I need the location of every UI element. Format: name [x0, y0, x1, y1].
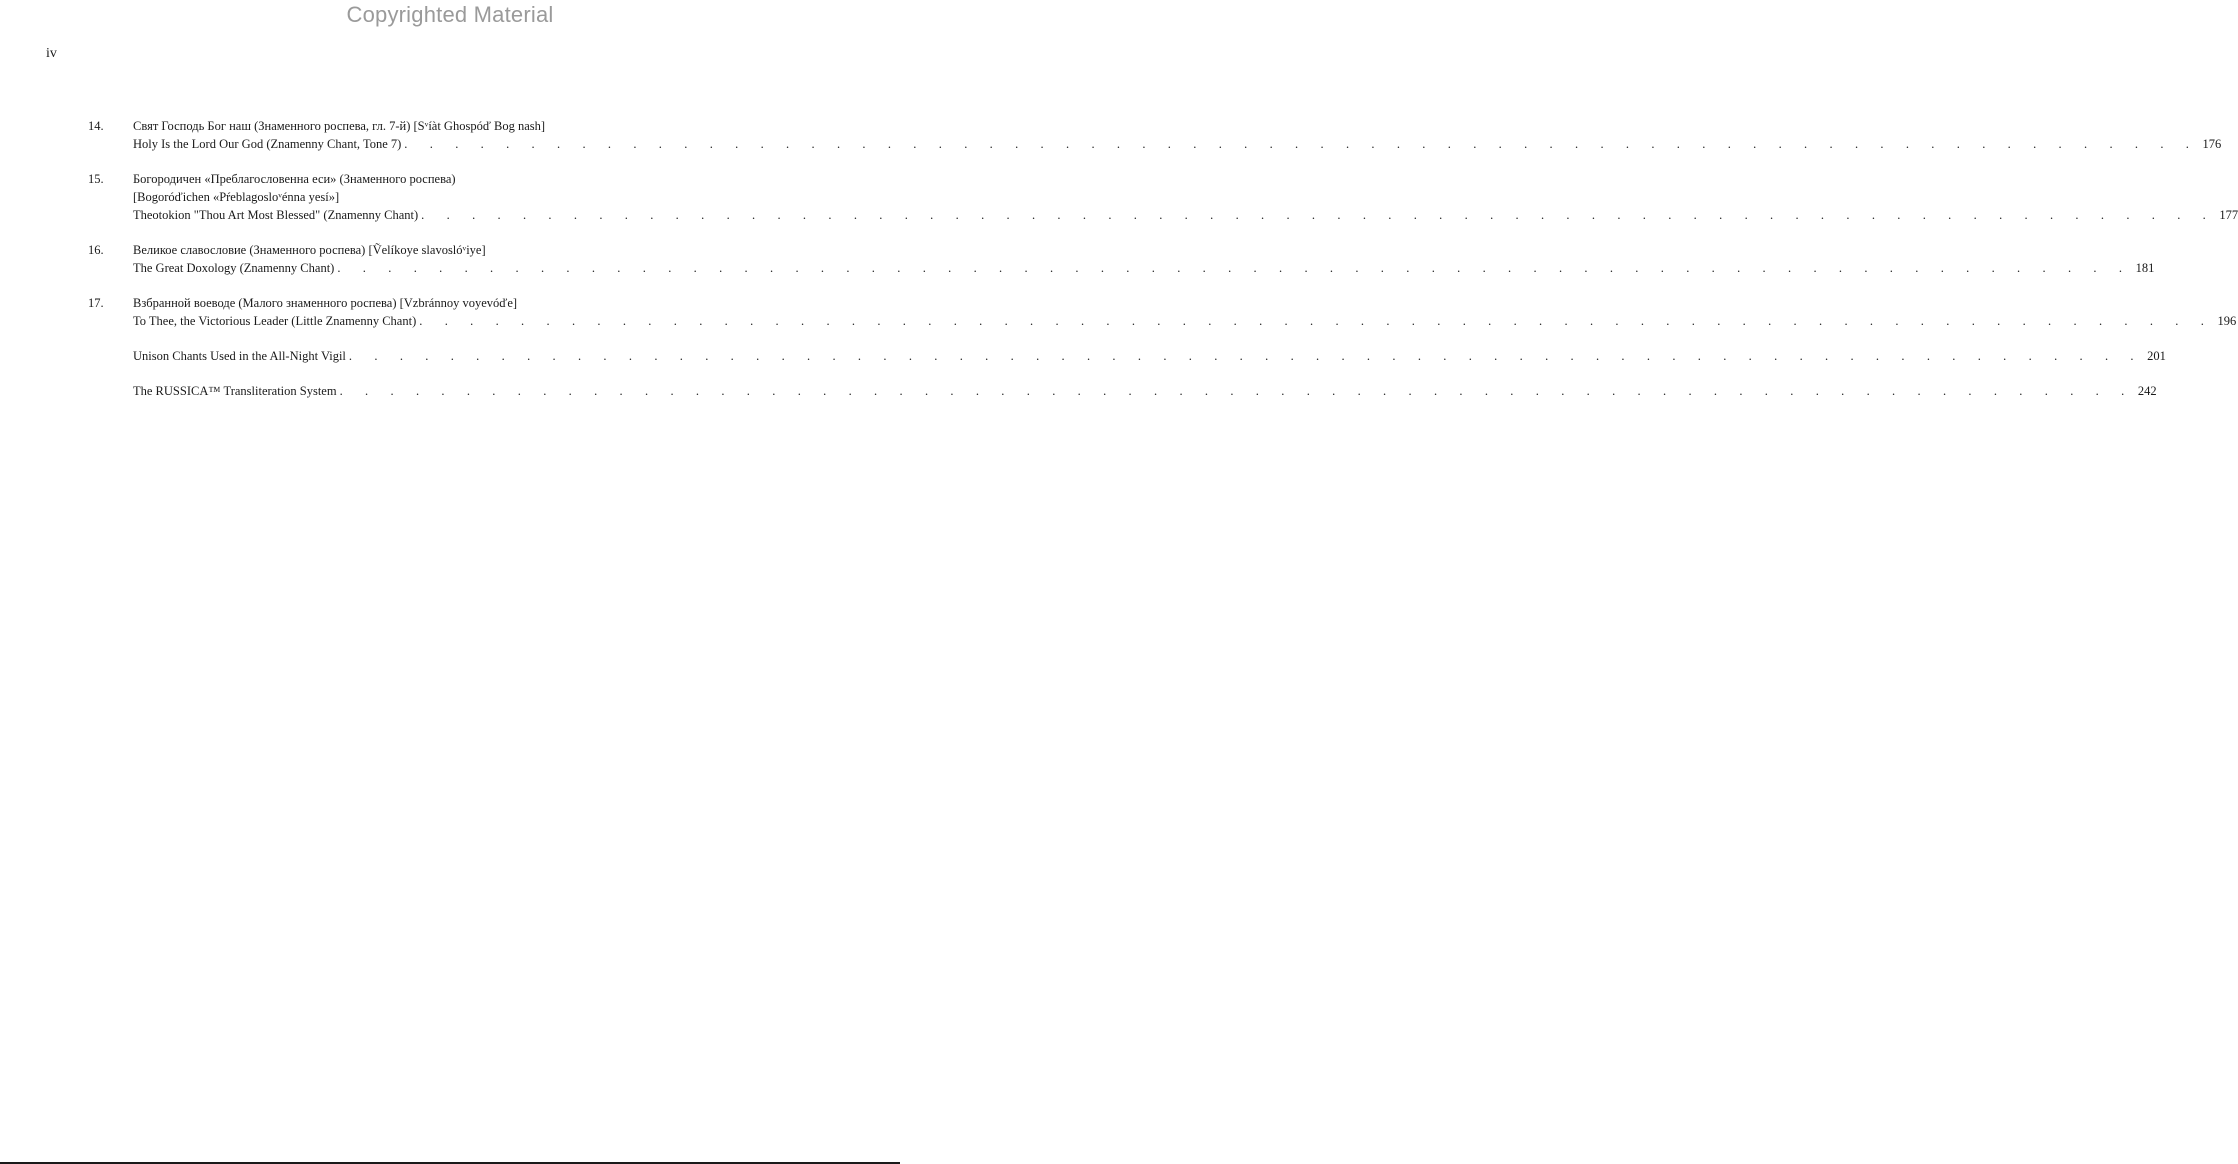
entry-english-line — [133, 259, 2155, 277]
entry-page-number: 181 — [2135, 261, 2155, 275]
entry-english-title: The RUSSICA™ Transliteration System — [133, 384, 337, 398]
dot-leader: . . . . . . . . . . . . . . . . . . . . . . . . . . . . . . . . . . . . . . . . . . . . . . . . . . . . . . . . . . . . . . . . . . . . . . . — [404, 137, 2199, 151]
dot-leader: . . . . . . . . . . . . . . . . . . . . . . . . . . . . . . . . . . . . . . . . . . . . . . . . . . . . . . . . . . . . . . . . . . . . . . . — [421, 208, 2216, 222]
entry-number: 16. — [88, 243, 104, 257]
entry-original-title: Богородичен «Преблагословенна еси» (Знаменного роспева) — [133, 172, 456, 186]
entry-number: 15. — [88, 172, 104, 186]
entry-page-number: 177 — [2219, 208, 2238, 222]
toc-entry-15 — [88, 170, 2238, 224]
entry-page-number: 176 — [2202, 137, 2222, 151]
entry-page-number: 242 — [2137, 384, 2157, 398]
table-of-contents — [88, 117, 2238, 417]
entry-english-title: Holy Is the Lord Our God (Znamenny Chant, Tone 7) — [133, 137, 402, 151]
entry-english-line — [133, 347, 2166, 365]
entry-page-number: 196 — [2217, 314, 2237, 328]
entry-number: 14. — [88, 119, 104, 133]
toc-entry-16 — [88, 241, 2155, 277]
dot-leader: . . . . . . . . . . . . . . . . . . . . . . . . . . . . . . . . . . . . . . . . . . . . . . . . . . . . . . . . . . . . . . . . . . . . . . . — [348, 349, 2144, 363]
entry-english-line — [133, 312, 2237, 330]
toc-entry-transliteration-system — [88, 382, 2157, 400]
entry-number: 17. — [88, 296, 104, 310]
entry-english-line — [133, 135, 2222, 153]
entry-page-number: 201 — [2147, 349, 2166, 363]
page-folio: iv — [46, 46, 57, 61]
entry-transliteration: [Bogoróďichen «Pŕeblagosloᵛénna yesí»] — [133, 190, 340, 204]
entry-original-title: Свят Господь Бог наш (Знаменного роспева, гл. 7-й) [Sᵛíàt Ghospóď Bog nash] — [133, 119, 546, 133]
entry-english-line — [133, 206, 2238, 224]
entry-english-title: The Great Doxology (Znamenny Chant) — [133, 261, 335, 275]
entry-english-title: Unison Chants Used in the All-Night Vigil — [133, 349, 346, 363]
dot-leader: . . . . . . . . . . . . . . . . . . . . . . . . . . . . . . . . . . . . . . . . . . . . . . . . . . . . . . . . . . . . . . . . . . . . . . . — [419, 314, 2214, 328]
entry-original-title: Великое славословие (Знаменного роспева) [Ṽelíkoye slavoslóᵛiye] — [133, 243, 486, 257]
entry-english-title: To Thee, the Victorious Leader (Little Znamenny Chant) — [133, 314, 417, 328]
toc-entry-14 — [88, 117, 2222, 153]
entry-english-title: Theotokion "Thou Art Most Blessed" (Znamenny Chant) — [133, 208, 419, 222]
dot-leader: . . . . . . . . . . . . . . . . . . . . . . . . . . . . . . . . . . . . . . . . . . . . . . . . . . . . . . . . . . . . . . . . . . . . . . . — [337, 261, 2132, 275]
entry-original-title: Взбранной воеводе (Малого знаменного роспева) [Vzbránnoy voyevóďe] — [133, 296, 518, 310]
toc-entry-17 — [88, 294, 2237, 330]
dot-leader: . . . . . . . . . . . . . . . . . . . . . . . . . . . . . . . . . . . . . . . . . . . . . . . . . . . . . . . . . . . . . . . . . . . . . . . — [339, 384, 2134, 398]
copyright-watermark: Copyrighted Material — [346, 2, 554, 27]
entry-english-line — [133, 382, 2157, 400]
toc-entry-unison-chants — [88, 347, 2166, 365]
